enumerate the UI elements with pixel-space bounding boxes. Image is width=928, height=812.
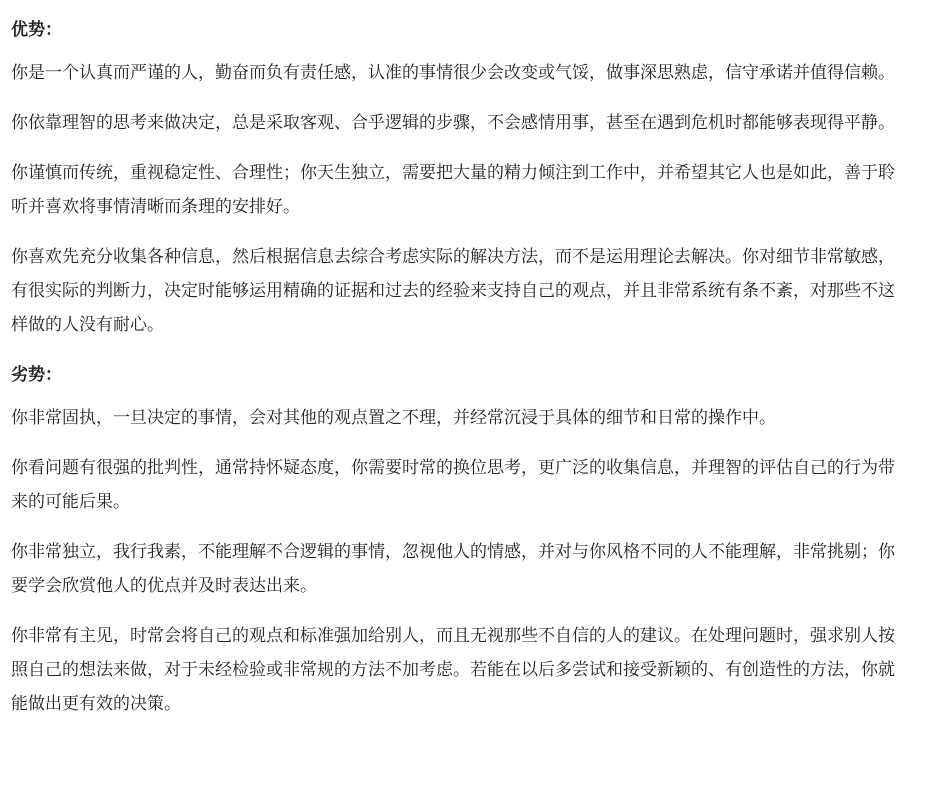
strengths-paragraph-1: 你是一个认真而严谨的人，勤奋而负有责任感，认准的事情很少会改变或气馁，做事深思熟虑，信守承诺并值得信赖。 bbox=[11, 63, 895, 83]
strengths-section bbox=[11, 13, 910, 342]
weaknesses-paragraph-1: 你非常固执，一旦决定的事情，会对其他的观点置之不理，并经常沉浸于具体的细节和日常的操作中。 bbox=[11, 408, 776, 428]
strengths-heading: 优势： bbox=[11, 20, 62, 40]
weaknesses-paragraph-4: 你非常有主见，时常会将自己的观点和标准强加给别人，而且无视那些不自信的人的建议。在处理问题时，强求别人按照自己的想法来做，对于未经检验或非常规的方法不加考虑。若能在以后多尝试和接受新颖的、有创造性的方法，你就能做出更有效的决策。 bbox=[11, 626, 895, 714]
weaknesses-heading: 劣势： bbox=[11, 365, 62, 385]
strengths-paragraph-3: 你谨慎而传统，重视稳定性、合理性；你天生独立，需要把大量的精力倾注到工作中，并希望其它人也是如此，善于聆听并喜欢将事情清晰而条理的安排好。 bbox=[11, 163, 895, 217]
strengths-paragraph-4: 你喜欢先充分收集各种信息，然后根据信息去综合考虑实际的解决方法，而不是运用理论去解决。你对细节非常敏感，有很实际的判断力，决定时能够运用精确的证据和过去的经验来支持自己的观点，并且非常系统有条不紊，对那些不这样做的人没有耐心。 bbox=[11, 247, 895, 335]
weaknesses-paragraph-2: 你看问题有很强的批判性，通常持怀疑态度，你需要时常的换位思考，更广泛的收集信息，并理智的评估自己的行为带来的可能后果。 bbox=[11, 458, 895, 512]
strengths-paragraph-2: 你依靠理智的思考来做决定，总是采取客观、合乎逻辑的步骤，不会感情用事，甚至在遇到危机时都能够表现得平静。 bbox=[11, 113, 895, 133]
weaknesses-section bbox=[11, 358, 910, 721]
weaknesses-paragraph-3: 你非常独立，我行我素，不能理解不合逻辑的事情，忽视他人的情感，并对与你风格不同的人不能理解，非常挑剔；你要学会欣赏他人的优点并及时表达出来。 bbox=[11, 542, 895, 596]
